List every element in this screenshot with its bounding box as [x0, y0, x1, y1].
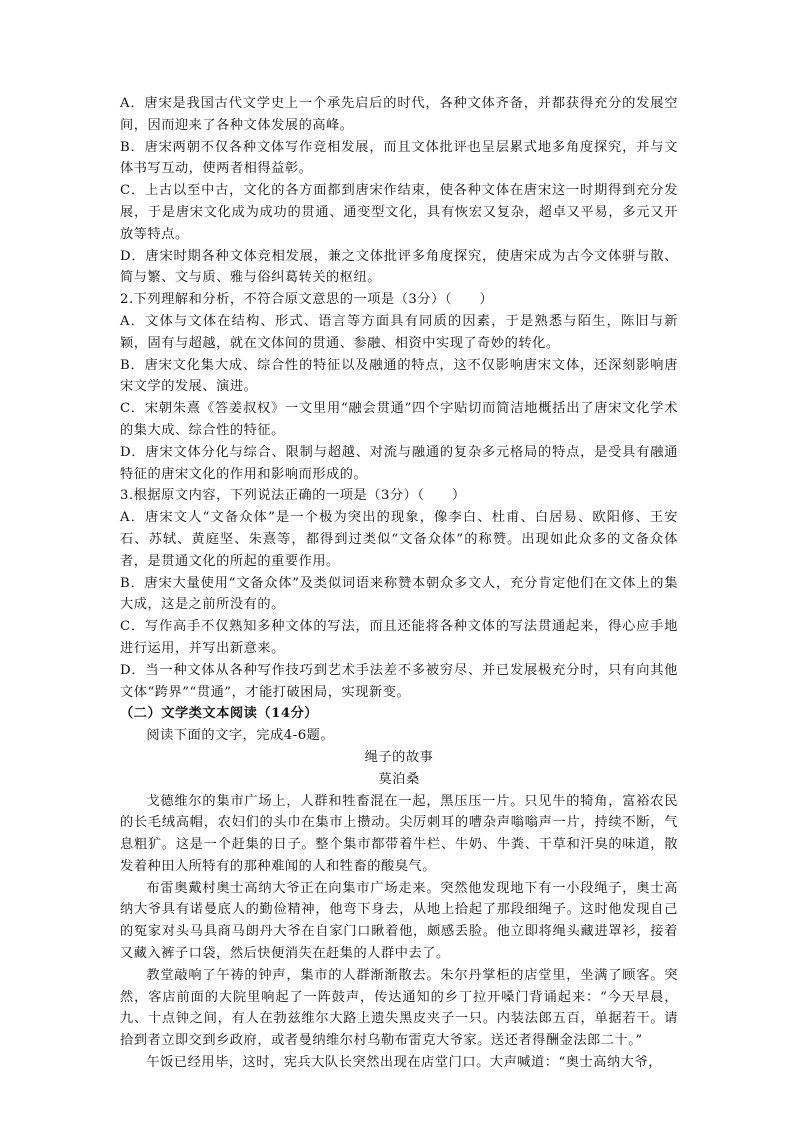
question-2 — [120, 289, 678, 485]
q3-option-b: B．唐宋大量使用“文备众体”及类似词语来称赞本朝众多文人，充分肯定他们在文体上的集大成，这是之前所没有的。 — [120, 575, 678, 613]
q1-option-d: D．唐宋时期各种文体竞相发展，兼之文体批评多角度探究，使唐宋成为古今文体骈与散、简与繁、文与质、雅与俗纠葛转关的枢纽。 — [120, 248, 678, 286]
q1-option-c: C．上古以至中古，文化的各方面都到唐宋作结束，使各种文体在唐宋这一时期得到充分发展，于是唐宋文化成为成功的贯通、通变型文化，具有恢宏又复杂，超卓又平易，多元又开放等特点。 — [120, 183, 678, 242]
q3-stem: 3.根据原文内容，下列说法正确的一项是（3分）（ ） — [120, 488, 466, 504]
q2-option-c: C．宋朝朱熹《答姜叔权》一文里用“融会贯通”四个字贴切而简洁地概括出了唐宋文化学术的集大成、综合性的特征。 — [120, 401, 678, 438]
question-3 — [120, 485, 678, 703]
q2-stem: 2.下列理解和分析，不符合原文意思的一项是（3分）（ ） — [120, 292, 494, 308]
story-paragraph: 午饭已经用毕，这时，宪兵大队长突然出现在店堂门口。大声喊道：“奥士高纳大爷， — [146, 1055, 662, 1071]
question-1-options — [120, 93, 678, 289]
q1-option-b: B．唐宋两朝不仅各种文体写作竞相发展，而且文体批评也呈层累式地多角度探究，并与文体书写互动，使两者相得益彰。 — [120, 139, 678, 177]
section-heading: （二）文学类文本阅读（14分） — [120, 706, 319, 722]
document-page — [120, 93, 678, 1074]
story-paragraph: 布雷奥戴村奥士高纳大爷正在向集市广场走来。突然他发现地下有一小段绳子，奥士高纳大爷具有诺曼底人的勤俭精神，他弯下身去，从地上拾起了那段细绳子。这时他发现自己的冤家对头马具商马朗丹大爷在自家门口瞅着他，颇感丢脸。他立即将绳头藏进罩衫，接着又藏入裤子口袋，然后快便消失在赶集的人群中去了。 — [120, 880, 678, 962]
q3-option-d: D．当一种文体从各种写作技巧到艺术手法差不多被穷尽、并已发展极充分时，只有向其他文体“跨界”“贯通”，才能打破困局，实现新变。 — [120, 662, 678, 700]
story-paragraph: 戈德维尔的集市广场上，人群和牲畜混在一起，黑压压一片。只见牛的犄角，富裕农民的长毛绒高帽，农妇们的头巾在集市上攒动。尖厉刺耳的嘈杂声嗡嗡声一片，持续不断，气息粗犷。这是一个赶集的日子。整个集市都带着牛栏、牛奶、牛粪、干草和汗臭的味道，散发着种田人所特有的那种难闻的人和牲畜的酸臭气。 — [120, 793, 678, 874]
q3-option-a: A．唐宋文人“文备众体”是一个极为突出的现象，像李白、杜甫、白居易、欧阳修、王安石、苏轼、黄庭坚、朱熹等，都得到过类似“文备众体”的称赞。出现如此众多的文备众体者，是贯通文化的所起的重要作用。 — [120, 510, 678, 569]
section-instruction: 阅读下面的文字，完成4-6题。 — [146, 728, 335, 744]
q2-option-d: D．唐宋文体分化与综合、限制与超越、对流与融通的复杂多元格局的特点，是受具有融通特征的唐宋文化的作用和影响而形成的。 — [120, 444, 678, 482]
q2-option-b: B．唐宋文化集大成、综合性的特征以及融通的特点，这不仅影响唐宋文体，还深刻影响唐宋文学的发展、演进。 — [120, 357, 678, 395]
q3-option-c: C．写作高手不仅熟知多种文体的写法，而且还能将各种文体的写法贯通起来，得心应手地进行运用，并写出新意来。 — [120, 619, 678, 656]
q2-option-a: A．文体与文体在结构、形式、语言等方面具有同质的因素，于是熟悉与陌生，陈旧与新颖，固有与超越，就在文体间的贯通、参融、相资中实现了奇妙的转化。 — [120, 313, 678, 351]
story-author: 莫泊桑 — [378, 771, 420, 787]
story-title: 绳子的故事 — [364, 749, 434, 765]
q1-option-a: A．唐宋是我国古代文学史上一个承先启后的时代，各种文体齐备，并都获得充分的发展空间，因而迎来了各种文体发展的高峰。 — [120, 96, 678, 133]
story-paragraph: 教堂敲响了午祷的钟声，集市的人群渐渐散去。朱尔丹掌柜的店堂里，坐满了顾客。突然，客店前面的大院里响起了一阵鼓声，传达通知的乡丁拉开嗓门背诵起来：“今天早晨，九、十点钟之间，有人在勃兹维尔大路上遗失黑皮夹子一只。内装法郎五百，单据若干。请拾到者立即交到乡政府，或者曼纳维尔村乌勒布雷克大爷家。送还者得酬金法郎二十。” — [120, 967, 678, 1049]
section-literary-reading — [120, 703, 678, 1074]
